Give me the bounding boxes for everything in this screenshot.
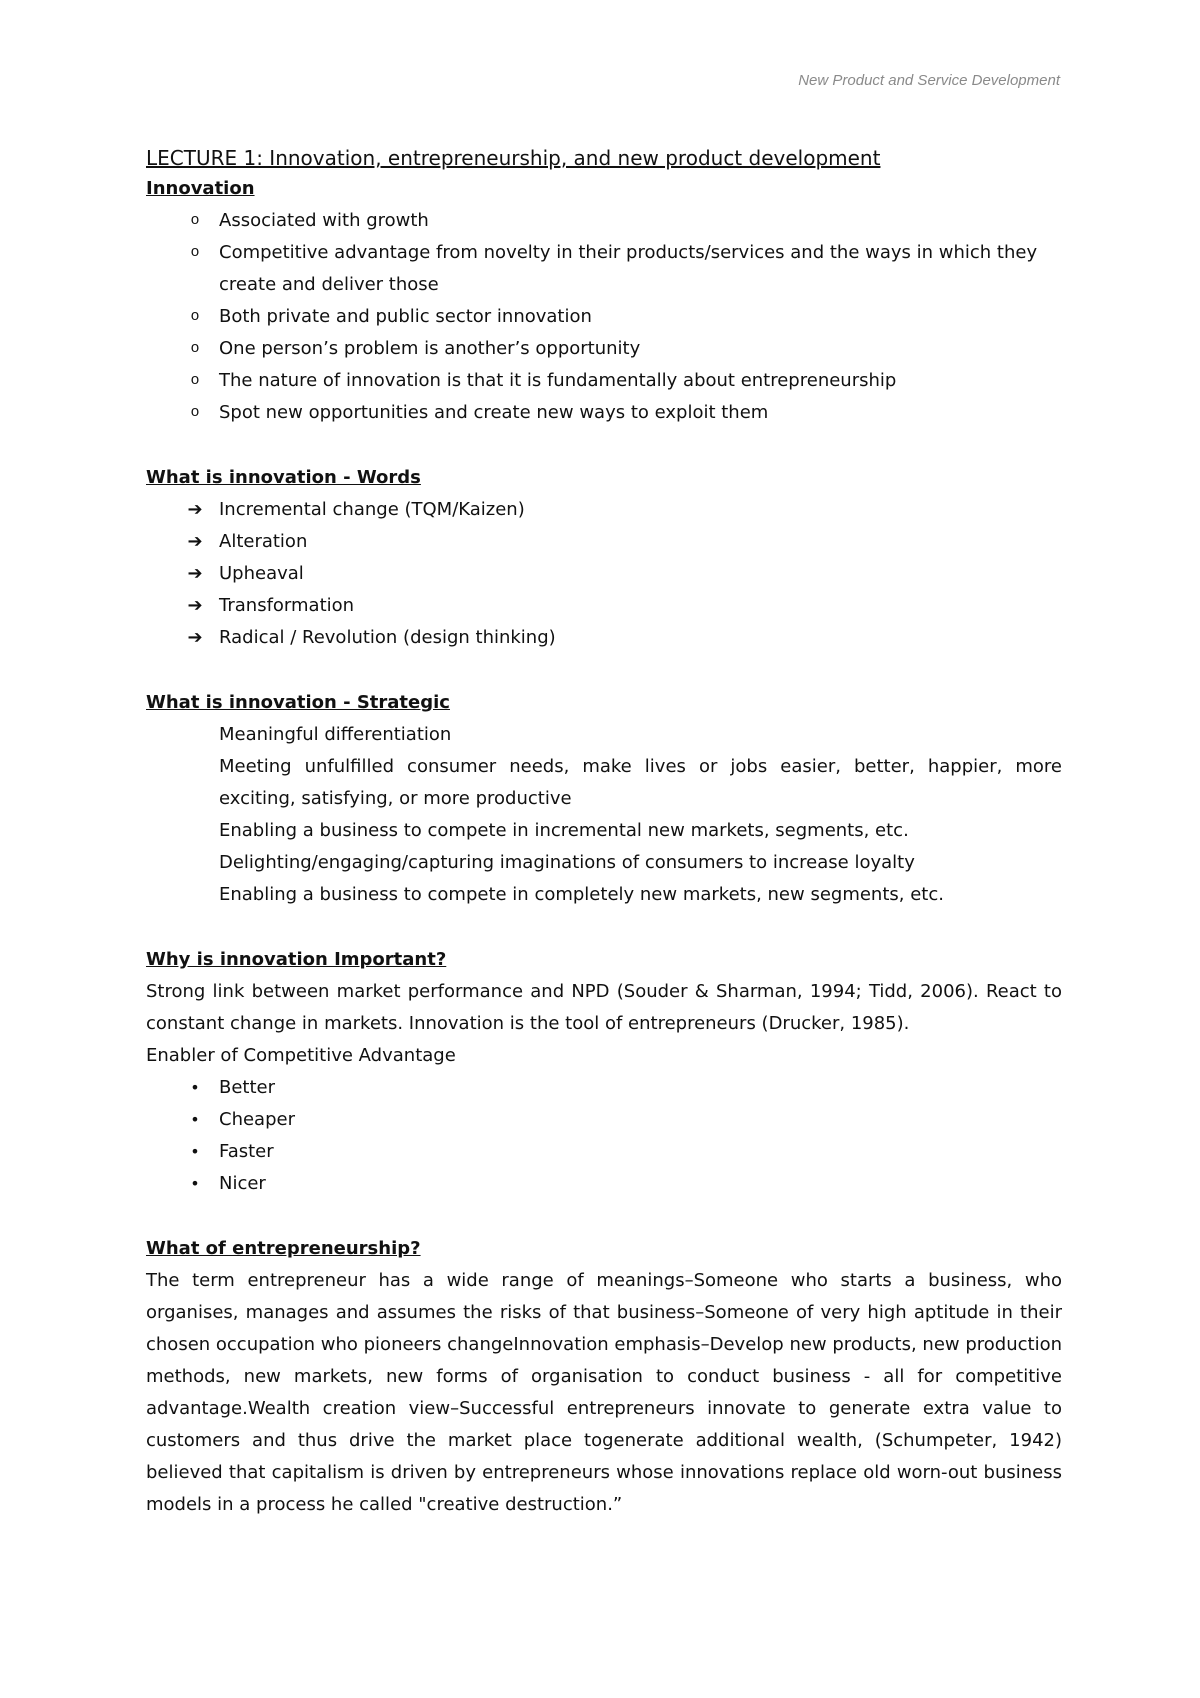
entrepreneurship-heading: What of entrepreneurship? <box>146 1238 421 1259</box>
strategic-item: Enabling a business to compete in incremental new markets, segments, etc. <box>219 820 909 841</box>
circle-bullet-icon: o <box>190 372 200 389</box>
list-item: • Better <box>146 1072 1062 1104</box>
list-item: • Cheaper <box>146 1104 1062 1136</box>
circle-bullet-icon: o <box>190 404 200 421</box>
circle-bullet-icon: o <box>190 212 200 229</box>
list-item: o Spot new opportunities and create new ways to exploit them <box>146 397 1062 429</box>
arrow-right-icon: ➔ <box>187 595 203 616</box>
list-item: ➔ Radical / Revolution (design thinking) <box>146 622 1062 654</box>
list-item: o The nature of innovation is that it is fundamentally about entrepreneurship <box>146 365 1062 397</box>
list-item: • Faster <box>146 1136 1062 1168</box>
arrow-right-icon: ➔ <box>187 499 203 520</box>
enabler-line: Enabler of Competitive Advantage <box>146 1045 456 1066</box>
arrow-right-icon: ➔ <box>187 563 203 584</box>
arrow-right-icon: ➔ <box>187 531 203 552</box>
bullet-icon: • <box>190 1078 200 1097</box>
list-item: o One person’s problem is another’s opportunity <box>146 333 1062 365</box>
words-heading: What is innovation - Words <box>146 467 421 488</box>
why-paragraph: Strong link between market performance and NPD (Souder & Sharman, 1994; Tidd, 2006). React to constant change in markets. Innovation is the tool of entrepreneurs (Drucker, 1985). <box>146 981 1062 1034</box>
bullet-icon: • <box>190 1110 200 1129</box>
circle-bullet-icon: o <box>190 244 200 261</box>
list-item: ➔ Incremental change (TQM/Kaizen) <box>146 494 1062 526</box>
running-header: New Product and Service Development <box>798 72 1060 89</box>
list-item: ➔ Upheaval <box>146 558 1062 590</box>
bullet-icon: • <box>190 1142 200 1161</box>
why-heading: Why is innovation Important? <box>146 949 447 970</box>
list-item: o Associated with growth <box>146 205 1062 237</box>
strategic-item: Meeting unfulfilled consumer needs, make lives or jobs easier, better, happier, more exciting, satisfying, or more productive <box>219 756 1062 809</box>
entrepreneurship-paragraph: The term entrepreneur has a wide range of meanings–Someone who starts a business, who organises, manages and assumes the risks of that business–Someone of very high aptitude in their chosen occupation who pioneers changeInnovation emphasis–Develop new products, new production methods, new markets, new forms of organisation to conduct business - all for competitive advantage.Wealth creation view–Successful entrepreneurs innovate to generate extra value to customers and thus drive the market place togenerate additional wealth, (Schumpeter, 1942) believed that capitalism is driven by entrepreneurs whose innovations replace old worn-out business models in a process he called "creative destruction.” <box>146 1270 1063 1515</box>
document-body <box>146 143 1062 1521</box>
page-title: LECTURE 1: Innovation, entrepreneurship, and new product development <box>146 146 881 170</box>
innovation-list <box>146 205 1062 429</box>
list-item: ➔ Transformation <box>146 590 1062 622</box>
advantage-list <box>146 1072 1062 1200</box>
list-item: • Nicer <box>146 1168 1062 1200</box>
strategic-heading: What is innovation - Strategic <box>146 692 450 713</box>
arrow-right-icon: ➔ <box>187 627 203 648</box>
circle-bullet-icon: o <box>190 308 200 325</box>
strategic-item: Meaningful differentiation <box>219 724 452 745</box>
words-list <box>146 494 1062 654</box>
innovation-heading: Innovation <box>146 178 255 199</box>
list-item: o Both private and public sector innovation <box>146 301 1062 333</box>
list-item: o Competitive advantage from novelty in their products/services and the ways in which they create and deliver those <box>146 237 1062 301</box>
list-item: ➔ Alteration <box>146 526 1062 558</box>
strategic-item: Delighting/engaging/capturing imaginations of consumers to increase loyalty <box>219 852 915 873</box>
bullet-icon: • <box>190 1174 200 1193</box>
circle-bullet-icon: o <box>190 340 200 357</box>
strategic-item: Enabling a business to compete in completely new markets, new segments, etc. <box>219 884 944 905</box>
